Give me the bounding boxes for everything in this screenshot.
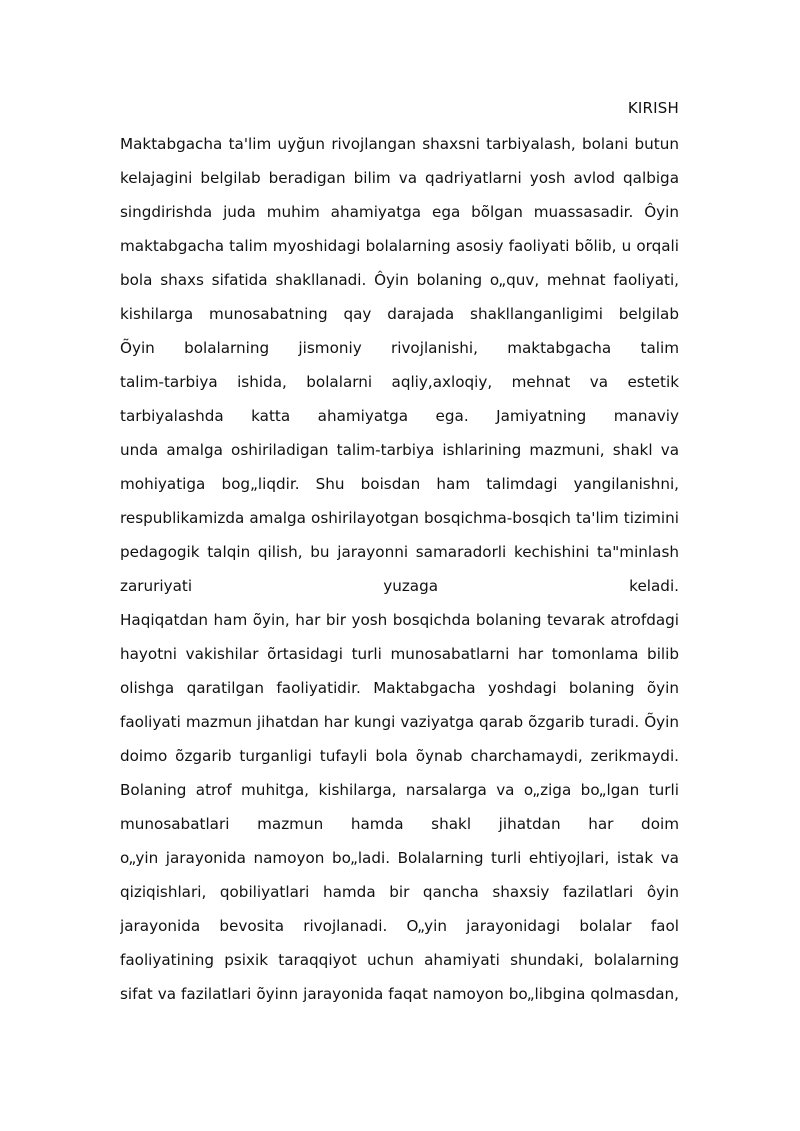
text-line: bola shaxs sifatida shakllanadi. Ôyin bolaning o„quv, mehnat faoliyati, xyxy=(120,271,679,289)
text-line: respublikamizda amalga oshirilayotgan bosqichma-bosqich ta'lim tizimini xyxy=(120,509,679,527)
text-line: olishga qaratilgan faoliyatidir. Maktabgacha yoshdagi bolaning õyin xyxy=(120,679,679,697)
text-line: kishilarga munosabatning qay darajada shakllanganligimi belgilab xyxy=(120,305,679,323)
text-line: qiziqishlari, qobiliyatlari hamda bir qancha shaxsiy fazilatlari ôyin xyxy=(120,883,679,901)
text-line: Maktabgacha ta'lim uyğun rivojlangan shaxsni tarbiyalash, bolani butun xyxy=(120,135,679,153)
text-line: zaruriyati yuzaga keladi. xyxy=(120,577,679,595)
text-line: faoliyati mazmun jihatdan har kungi vaziyatga qarab õzgarib turadi. Õyin xyxy=(120,713,679,731)
page-heading: KIRISH xyxy=(627,99,679,117)
text-line: o„yin jarayonida namoyon bo„ladi. Bolalarning turli ehtiyojlari, istak va xyxy=(120,849,679,867)
text-line: pedagogik talqin qilish, bu jarayonni samaradorli kechishini ta"minlash xyxy=(120,543,679,561)
text-line: Õyin bolalarning jismoniy rivojlanishi, maktabgacha talim xyxy=(120,339,679,357)
text-line: Bolaning atrof muhitga, kishilarga, narsalarga va o„ziga bo„lgan turli xyxy=(120,781,679,799)
text-line: munosabatlari mazmun hamda shakl jihatdan har doim xyxy=(120,815,679,833)
text-line: singdirishda juda muhim ahamiyatga ega bõlgan muassasadir. Ôyin xyxy=(120,203,679,221)
text-line: Haqiqatdan ham õyin, har bir yosh bosqichda bolaning tevarak atrofdagi xyxy=(120,611,679,629)
text-line: maktabgacha talim myoshidagi bolalarning asosiy faoliyati bõlib, u orqali xyxy=(120,237,679,255)
text-line: unda amalga oshiriladigan talim-tarbiya ishlarining mazmuni, shakl va xyxy=(120,441,679,459)
text-line: faoliyatining psixik taraqqiyot uchun ahamiyati shundaki, bolalarning xyxy=(120,951,679,969)
text-line: kelajagini belgilab beradigan bilim va qadriyatlarni yosh avlod qalbiga xyxy=(120,169,679,187)
text-line: hayotni vakishilar õrtasidagi turli munosabatlarni har tomonlama bilib xyxy=(120,645,679,663)
body-text xyxy=(120,130,679,1014)
text-line: doimo õzgarib turganligi tufayli bola õynab charchamaydi, zerikmaydi. xyxy=(120,747,679,765)
text-line: mohiyatiga bog„liqdir. Shu boisdan ham talimdagi yangilanishni, xyxy=(120,475,679,493)
text-line: sifat va fazilatlari õyinn jarayonida faqat namoyon bo„libgina qolmasdan, xyxy=(120,985,679,1003)
text-line: tarbiyalashda katta ahamiyatga ega. Jamiyatning manaviy xyxy=(120,407,679,425)
text-line: talim-tarbiya ishida, bolalarni aqliy,axloqiy, mehnat va estetik xyxy=(120,373,679,391)
text-line: jarayonida bevosita rivojlanadi. O„yin jarayonidagi bolalar faol xyxy=(120,917,679,935)
